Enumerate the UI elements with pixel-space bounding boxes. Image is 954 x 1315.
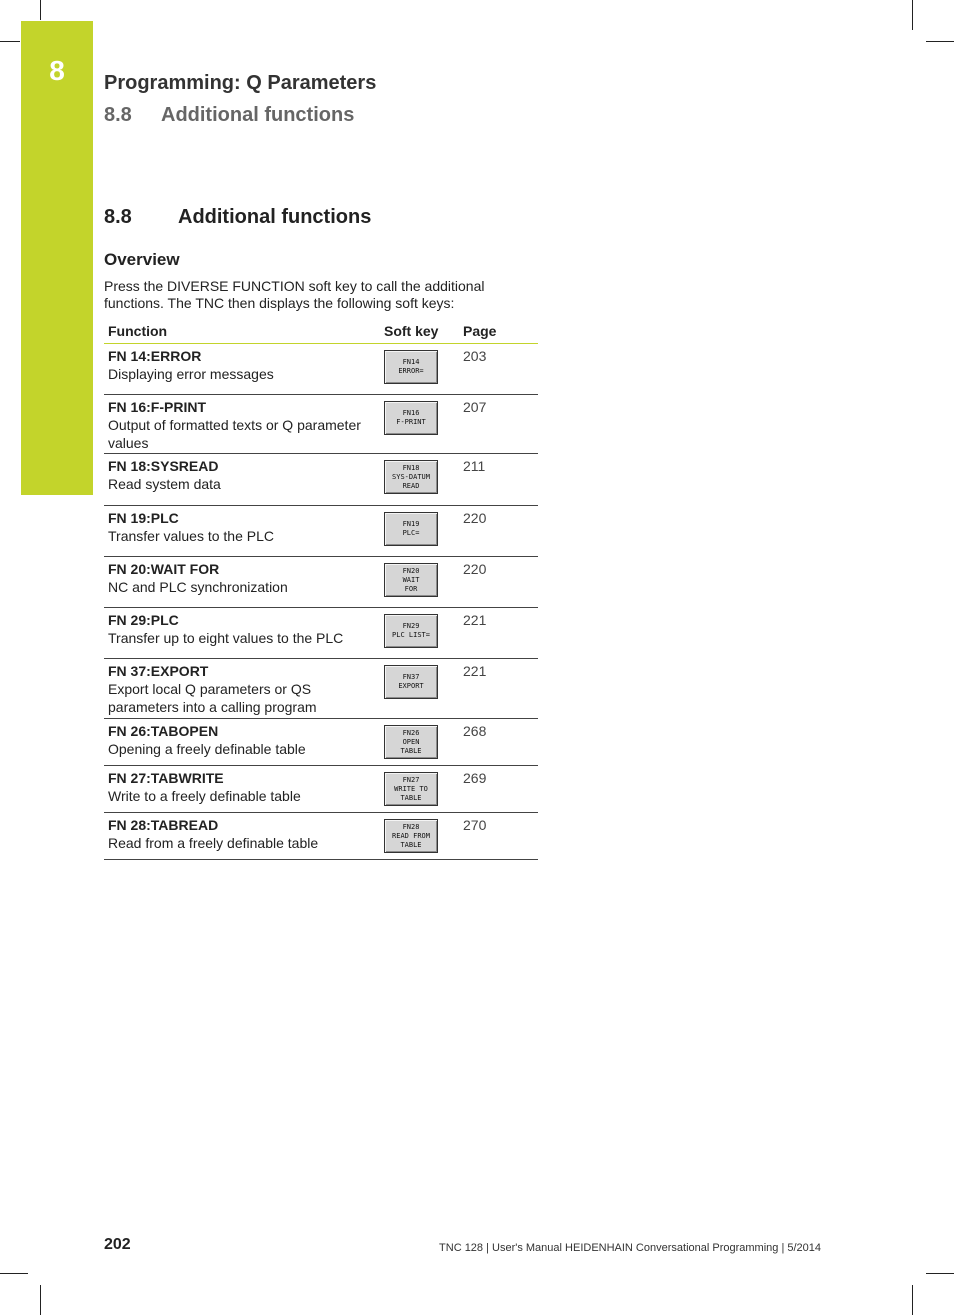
function-cell bbox=[104, 659, 380, 719]
chapter-number: 8 bbox=[49, 55, 65, 86]
page-cell bbox=[459, 454, 538, 506]
page-cell bbox=[459, 506, 538, 557]
page-reference: 220 bbox=[463, 561, 487, 577]
softkey-icon: FN29 PLC LIST= bbox=[384, 614, 438, 648]
page-cell bbox=[459, 344, 538, 395]
function-description: Transfer values to the PLC bbox=[108, 528, 275, 544]
page-reference: 221 bbox=[463, 663, 487, 679]
crop-mark bbox=[40, 0, 41, 20]
softkey-icon: FN27 WRITE TO TABLE bbox=[384, 772, 438, 806]
page-reference: 268 bbox=[463, 723, 487, 739]
softkey-icon: FN20 WAIT FOR bbox=[384, 563, 438, 597]
page-reference: 207 bbox=[463, 399, 487, 415]
header-softkey: Soft key bbox=[380, 318, 459, 344]
softkey-cell bbox=[380, 659, 459, 719]
softkey-cell bbox=[380, 766, 459, 813]
section-number: 8.8 bbox=[104, 206, 132, 228]
table-row bbox=[104, 659, 538, 719]
table-row bbox=[104, 719, 538, 766]
crop-mark bbox=[926, 1273, 954, 1274]
header-function: Function bbox=[104, 318, 380, 344]
function-description: Displaying error messages bbox=[108, 366, 274, 382]
crop-mark bbox=[40, 1285, 41, 1315]
table-row bbox=[104, 395, 538, 454]
function-name: FN 16:F-PRINT bbox=[108, 399, 206, 415]
table-row bbox=[104, 766, 538, 813]
function-description: Transfer up to eight values to the PLC bbox=[108, 630, 344, 646]
page-reference: 269 bbox=[463, 770, 487, 786]
softkey-icon: FN18 SYS-DATUM READ bbox=[384, 460, 438, 494]
page-cell bbox=[459, 719, 538, 766]
softkey-cell bbox=[380, 608, 459, 659]
function-cell bbox=[104, 395, 380, 454]
function-name: FN 14:ERROR bbox=[108, 348, 202, 364]
softkey-icon: FN37 EXPORT bbox=[384, 665, 438, 699]
table-row bbox=[104, 454, 538, 506]
page-reference: 203 bbox=[463, 348, 487, 364]
function-name: FN 27:TABWRITE bbox=[108, 770, 224, 786]
softkey-cell bbox=[380, 557, 459, 608]
function-description: NC and PLC synchronization bbox=[108, 579, 288, 595]
softkey-icon: FN14 ERROR= bbox=[384, 350, 438, 384]
function-cell bbox=[104, 766, 380, 813]
function-description: Read from a freely definable table bbox=[108, 835, 319, 851]
section-title: Additional functions bbox=[178, 206, 372, 228]
softkey-icon: FN28 READ FROM TABLE bbox=[384, 819, 438, 853]
header-page: Page bbox=[459, 318, 538, 344]
softkey-icon: FN16 F-PRINT bbox=[384, 401, 438, 435]
softkey-cell bbox=[380, 454, 459, 506]
function-name: FN 20:WAIT FOR bbox=[108, 561, 220, 577]
function-cell bbox=[104, 506, 380, 557]
table-header-row bbox=[104, 318, 538, 344]
function-cell bbox=[104, 557, 380, 608]
softkey-cell bbox=[380, 719, 459, 766]
page-cell bbox=[459, 557, 538, 608]
function-description: Output of formatted texts or Q parameter values bbox=[108, 417, 361, 451]
page-cell bbox=[459, 766, 538, 813]
function-cell bbox=[104, 454, 380, 506]
function-description: Export local Q parameters or QS parameters into a calling program bbox=[108, 681, 317, 715]
intro-paragraph: Press the DIVERSE FUNCTION soft key to call the additional functions. The TNC then displays the following soft keys: bbox=[104, 278, 485, 311]
subheading: Overview bbox=[104, 250, 180, 269]
softkey-cell bbox=[380, 344, 459, 395]
function-name: FN 29:PLC bbox=[108, 612, 179, 628]
crop-mark bbox=[912, 0, 913, 30]
function-cell bbox=[104, 813, 380, 860]
function-cell bbox=[104, 344, 380, 395]
function-description: Opening a freely definable table bbox=[108, 741, 306, 757]
page-cell bbox=[459, 395, 538, 454]
running-section-title: Additional functions bbox=[161, 104, 355, 126]
function-cell bbox=[104, 608, 380, 659]
function-name: FN 19:PLC bbox=[108, 510, 179, 526]
softkey-cell bbox=[380, 506, 459, 557]
crop-mark bbox=[912, 1285, 913, 1315]
chapter-tab bbox=[21, 21, 93, 495]
page-reference: 220 bbox=[463, 510, 487, 526]
table-body bbox=[104, 344, 538, 860]
table-row bbox=[104, 608, 538, 659]
page-cell bbox=[459, 659, 538, 719]
crop-mark bbox=[0, 41, 20, 42]
page-cell bbox=[459, 608, 538, 659]
footer-text: TNC 128 | User's Manual HEIDENHAIN Conversational Programming | 5/2014 bbox=[439, 1242, 821, 1254]
section-heading bbox=[104, 206, 371, 229]
table-row bbox=[104, 813, 538, 860]
function-name: FN 18:SYSREAD bbox=[108, 458, 219, 474]
function-name: FN 28:TABREAD bbox=[108, 817, 219, 833]
page-number: 202 bbox=[104, 1236, 131, 1253]
table-row bbox=[104, 344, 538, 395]
function-name: FN 37:EXPORT bbox=[108, 663, 209, 679]
softkey-cell bbox=[380, 813, 459, 860]
function-description: Read system data bbox=[108, 476, 221, 492]
softkey-icon: FN19 PLC= bbox=[384, 512, 438, 546]
table-row bbox=[104, 557, 538, 608]
chapter-title: Programming: Q Parameters bbox=[104, 72, 377, 94]
softkey-cell bbox=[380, 395, 459, 454]
function-cell bbox=[104, 719, 380, 766]
functions-table bbox=[104, 318, 538, 860]
page-reference: 211 bbox=[463, 458, 486, 474]
softkey-icon: FN26 OPEN TABLE bbox=[384, 725, 438, 759]
page-reference: 221 bbox=[463, 612, 487, 628]
function-name: FN 26:TABOPEN bbox=[108, 723, 219, 739]
table-row bbox=[104, 506, 538, 557]
page-reference: 270 bbox=[463, 817, 487, 833]
page-cell bbox=[459, 813, 538, 860]
crop-mark bbox=[926, 41, 954, 42]
running-section-header bbox=[104, 104, 354, 127]
function-description: Write to a freely definable table bbox=[108, 788, 301, 804]
crop-mark bbox=[0, 1273, 28, 1274]
running-section-number: 8.8 bbox=[104, 104, 132, 126]
